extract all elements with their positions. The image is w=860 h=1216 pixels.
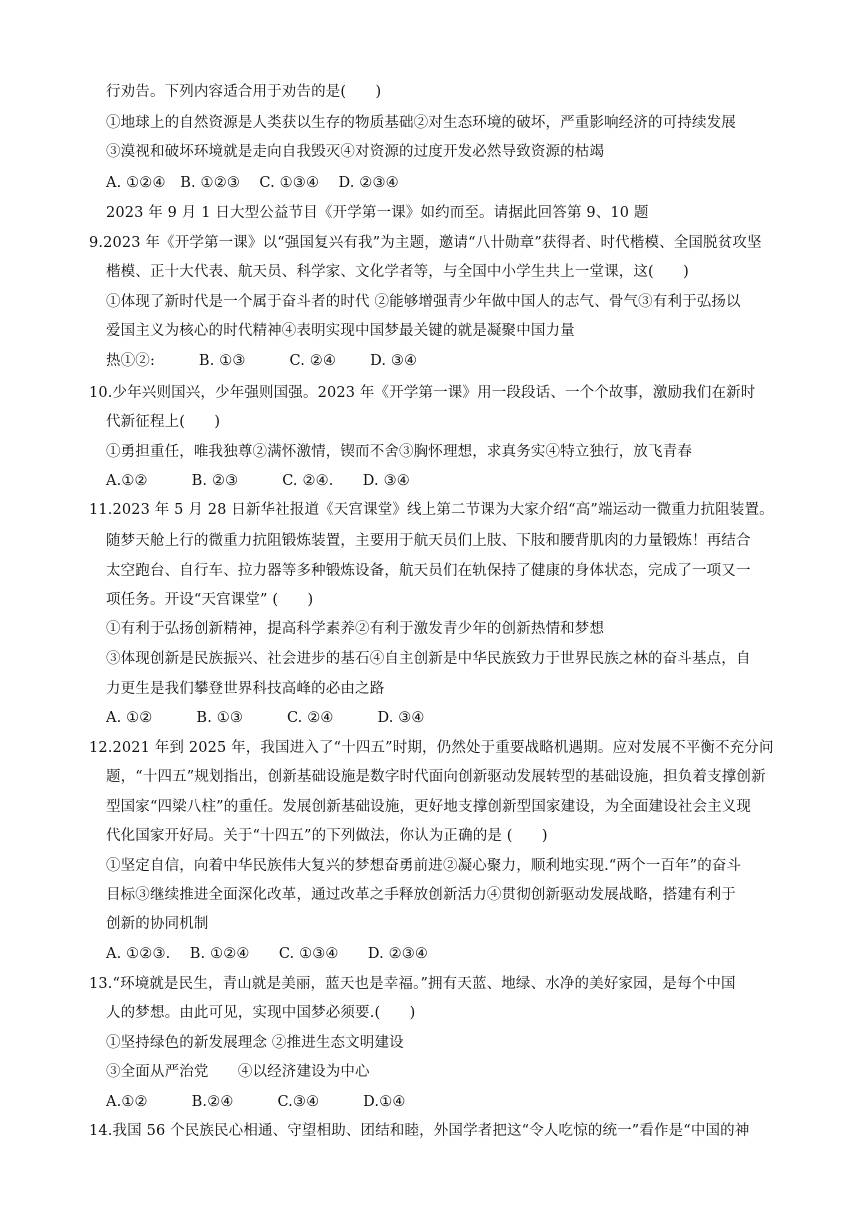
text-line: 太空跑台、自行车、拉力器等多种锻炼设备，航天员们在轨保持了健康的身体状态，完成了一项又一 (106, 563, 751, 579)
text-line: 题，“十四五”规划指出，创新基础设施是数字时代面向创新驱动发展转型的基础设施，担负着支撑创新 (106, 769, 766, 785)
question-12: 12.2021 年到 2025 年，我国进入了“十四五”时期，仍然处于重要战略机遇期。应对发展不平衡不充分问 (89, 740, 774, 756)
text-line: 型国家“四梁八柱”的重任。发展创新基础设施，更好地支撑创新型国家建设，为全面建设社会主义现 (106, 799, 752, 815)
text-line: 楷模、正十大代表、航天员、科学家、文化学者等，与全国中小学生共上一堂课，这( ) (106, 264, 689, 280)
question-10: 10.少年兴则国兴，少年强则国强。2023 年《开学第一课》用一段段话、一个个故事，激励我们在新时 (89, 385, 756, 401)
text-line: ①坚持绿色的新发展理念 ②推进生态文明建设 (106, 1035, 404, 1051)
text-line: 人的梦想。由此可见，实现中国梦必须要.( ) (106, 1005, 416, 1021)
text-line: ①坚定自信，向着中华民族伟大复兴的梦想奋勇前进②凝心聚力，顺利地实现.“两个一百年”的奋斗 (106, 858, 742, 874)
answer-options: A.①② B. ②③ C. ②④. D. ③④ (106, 473, 410, 489)
text-line: ③漠视和破坏环境就是走向自我毁灭④对资源的过度开发必然导致资源的枯竭 (106, 144, 605, 160)
question-9: 9.2023 年《开学第一课》以“强国复兴有我”为主题，邀请“八卄勋章”获得者、时代楷模、全国脱贫攻坚 (89, 235, 762, 251)
text-line: ③体现创新是民族振兴、社会进步的基石④自主创新是中华民族致力于世界民族之林的奋斗基点，自 (106, 651, 751, 667)
text-line: ①有利于弘扬创新精神，提高科学素养②有利于激发青少年的创新热情和梦想 (106, 621, 605, 637)
text-line: 爱国主义为核心的时代精神④表明实现中国梦最关键的就是凝聚中国力量 (106, 323, 575, 339)
text-line: 行劝告。下列内容适合用于劝告的是( ) (106, 84, 382, 100)
text-line: ③全面从严治党 ④以经济建设为中心 (106, 1064, 370, 1080)
text-line: 力更生是我们攀登世界科技高峰的必由之路 (106, 681, 385, 697)
answer-options: A.①② B.②④ C.③④ D.①④ (106, 1094, 406, 1110)
text-line: ①勇担重任，唯我独尊②满怀激情，锲而不舍③胸怀理想，求真务实④特立独行，放飞青春 (106, 444, 692, 460)
text-line: ①体现了新时代是一个属于奋斗者的时代 ②能够增强青少年做中国人的志气、骨气③有利于弘扬以 (106, 294, 741, 310)
question-13: 13.“环境就是民生，青山就是美丽，蓝天也是幸福。”拥有天蓝、地绿、水净的美好家园，是每个中国 (89, 976, 736, 992)
answer-options: A. ①②③. B. ①②④ C. ①③④ D. ②③④ (106, 946, 429, 962)
text-line: 代化国家开好局。关于“十四五”的下列做法，你认为正确的是 ( ) (106, 828, 548, 844)
text-line: ①地球上的自然资源是人类获以生存的物质基础②对生态环境的破坏，严重影响经济的可持续发展 (106, 115, 736, 131)
text-line: 目标③继续推进全面深化改革，通过改革之手释放创新活力④贯彻创新驱动发展战略，搭建有利于 (106, 887, 736, 903)
answer-options: A. ①② B. ①③ C. ②④ D. ③④ (106, 710, 425, 726)
text-line: 创新的协同机制 (106, 916, 209, 932)
question-14: 14.我国 56 个民族民心相通、守望相助、团结和睦，外国学者把这“令人吃惊的统一”看作是“中国的神 (89, 1123, 750, 1139)
text-line: 随梦天舱上行的微重力抗阻锻炼装置，主要用于航天员们上肢、下肢和腰背肌肉的力量锻炼！再结合 (106, 533, 751, 549)
text-line: 代新征程上( ) (106, 414, 221, 430)
text-line: 2023 年 9 月 1 日大型公益节目《开学第一课》如约而至。请据此回答第 9、10 题 (106, 205, 649, 221)
answer-options: 热①②: B. ①③ C. ②④ D. ③④ (106, 353, 418, 369)
question-11: 11.2023 年 5 月 28 日新华社报道《天宫课堂》线上第二节课为大家介绍“高”端运动一微重力抗阻装置。 (89, 502, 774, 518)
text-line: 项任务。开设“天宫课堂” ( ) (106, 592, 314, 608)
answer-options: A. ①②④ B. ①②③ C. ①③④ D. ②③④ (106, 175, 399, 191)
